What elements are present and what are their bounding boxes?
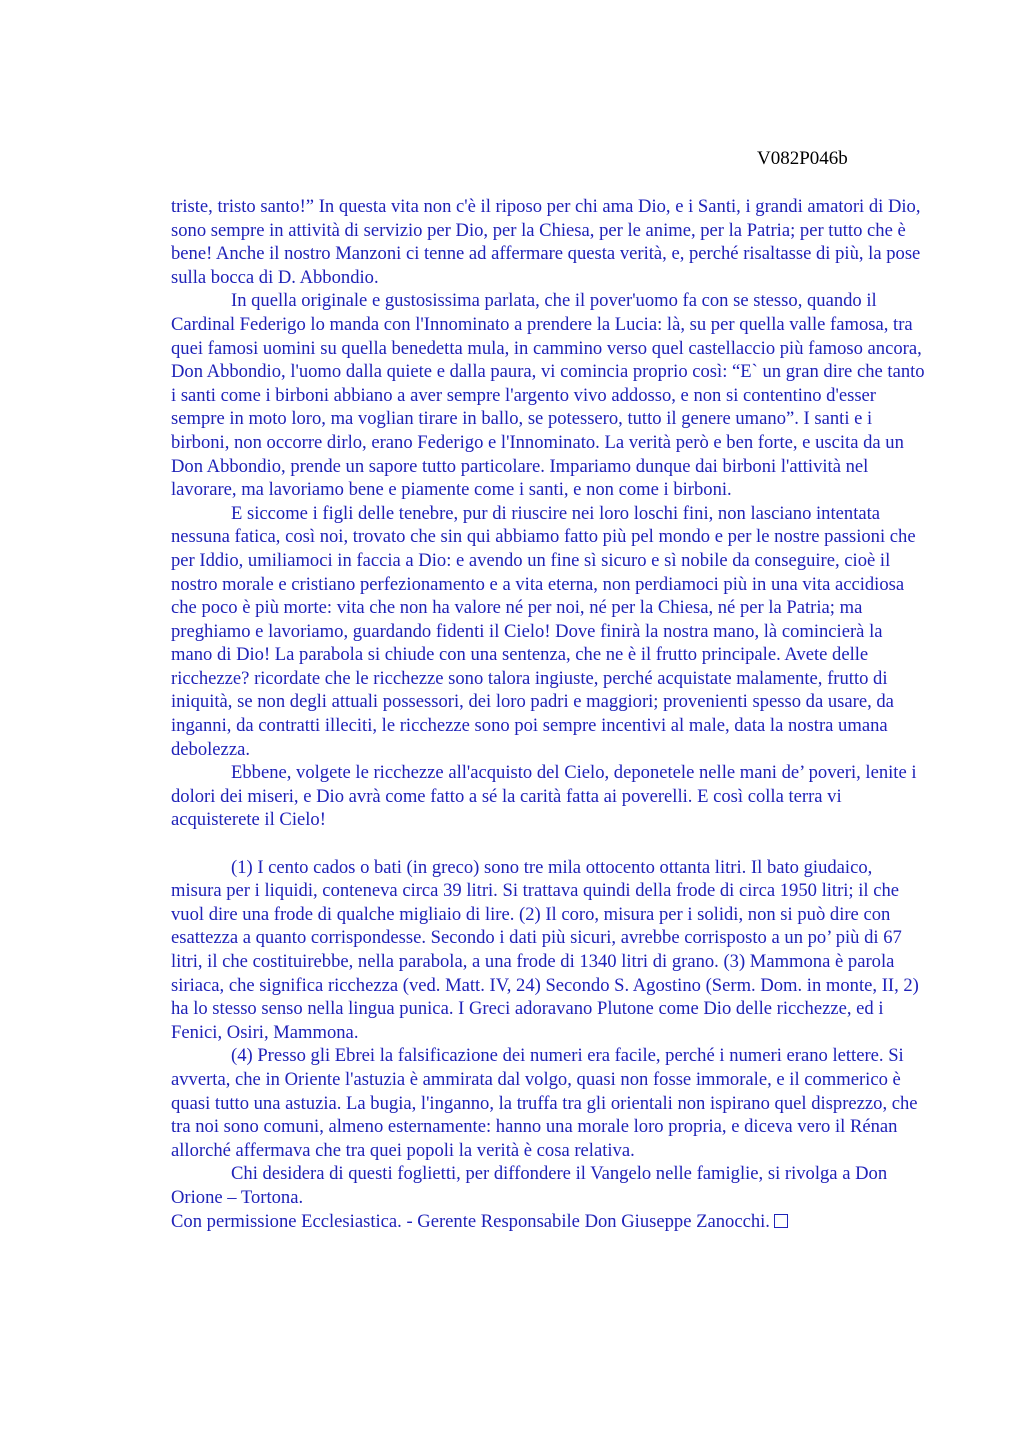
distribution-note: Chi desidera di questi foglietti, per diffondere il Vangelo nelle famiglie, si rivolga a Don Orione – Tortona. <box>171 1163 888 1208</box>
paragraph-continuation: triste, tristo santo!” In questa vita non c'è il riposo per chi ama Dio, e i Santi, i grandi amatori di Dio, sono sempre in attività di servizio per Dio, per la Chiesa, per le anime, per la Patria; per tutto che è bene! Anche il nostro Manzoni ci tenne ad affermare questa verità, e, perché risaltasse di più, la pose sulla bocca di D. Abbondio. <box>171 196 921 288</box>
page-code: V082P046b <box>757 148 848 169</box>
footnote-4: (4) Presso gli Ebrei la falsificazione dei numeri era facile, perché i numeri erano lettere. Si avverta, che in Oriente l'astuzia è ammirata dal volgo, quasi non fosse immorale, e il commerico è quasi tutto una astuzia. La bugia, l'inganno, la truffa tra gli orientali non ispirano quel disprezzo, che tra noi sono comuni, almeno esternamente: hanno una morale loro propria, e diceva vero il Rénan allorché affermava che tra quei popoli la verità è cosa relativa. <box>171 1045 918 1161</box>
paragraph-ricchezze: Ebbene, volgete le ricchezze all'acquisto del Cielo, deponetele nelle mani de’ poveri, lenite i dolori dei miseri, e Dio avrà come fatto a sé la carità fatta ai poverelli. E così colla terra vi acquisterete il Cielo! <box>171 762 917 831</box>
section-spacer <box>171 832 927 856</box>
checkbox-square-icon <box>774 1214 788 1228</box>
footnote-1-3: (1) I cento cados o bati (in greco) sono tre mila ottocento ottanta litri. Il bato giudaico, misura per i liquidi, conteneva circa 39 litri. Si trattava quindi della frode di circa 1950 litri; il che vuol dire una frode di qualche migliaio di lire. (2) Il coro, misura per i solidi, non si può dire con esattezza a quanto corrispondesse. Secondo i dati più sicuri, avrebbe corrisposto a un po’ più di 67 litri, il che costituirebbe, nella parabola, a una frode di 1340 litri di grano. (3) Mammona è parola siriaca, che significa ricchezza (ved. Matt. IV, 24) Secondo S. Agostino (Serm. Dom. in monte, II, 2) ha lo stesso senso nella lingua punica. I Greci adoravano Plutone come Dio delle ricchezze, ed i Fenici, Osiri, Mammona. <box>171 856 919 1043</box>
imprimatur-line <box>171 1210 927 1234</box>
document-body <box>171 195 927 1233</box>
paragraph-figli-tenebre: E siccome i figli delle tenebre, pur di riuscire nei loro loschi fini, non lasciano intentata nessuna fatica, così noi, trovato che sin qui abbiamo fatto più pel mondo e per le nostre passioni che per Iddio, umiliamoci in faccia a Dio: e avendo un fine sì sicuro e sì nobile da conseguire, cioè il nostro morale e cristiano perfezionamento e a vita eterna, non perdiamoci più in una vita accidiosa che poco è più morte: vita che non ha valore né per noi, né per la Chiesa, né per la Patria; ma preghiamo e lavoriamo, guardando fidenti il Cielo! Dove finirà la nostra mano, là comincierà la mano di Dio! La parabola si chiude con una sentenza, che ne è il frutto principale. Avete delle ricchezze? ricordate che le ricchezze sono talora ingiuste, perché acquistate malamente, frutto di iniquità, se non degli attuali possessori, dei loro padri e maggiori; provenienti spesso da usare, da inganni, da contratti illeciti, le ricchezze sono poi sempre incentivi al male, data la nostra umana debolezza. <box>171 502 916 760</box>
paragraph-manzoni: In quella originale e gustosissima parlata, che il pover'uomo fa con se stesso, quando il Cardinal Federigo lo manda con l'Innominato a prendere la Lucia: là, su per quella valle famosa, tra quei famosi uomini su quella benedetta mula, in cammino verso quel castellaccio più famoso ancora, Don Abbondio, l'uomo dalla quiete e dalla paura, vi comincia proprio così: “E` un gran dire che tanto i santi come i birboni abbiano a aver sempre l'argento vivo addosso, e non si contentino d'esser sempre in moto loro, ma voglian tirare in ballo, se potessero, tutto il genere umano”. I santi e i birboni, non occorre dirlo, erano Federigo e l'Innominato. La verità però e ben forte, e uscita da un Don Abbondio, prende un sapore tutto particolare. Impariamo dunque dai birboni l'attività nel lavorare, ma lavoriamo bene e piamente come i santi, e non come i birboni. <box>171 290 925 501</box>
imprimatur-text: Con permissione Ecclesiastica. - Gerente Responsabile Don Giuseppe Zanocchi. <box>171 1210 770 1232</box>
